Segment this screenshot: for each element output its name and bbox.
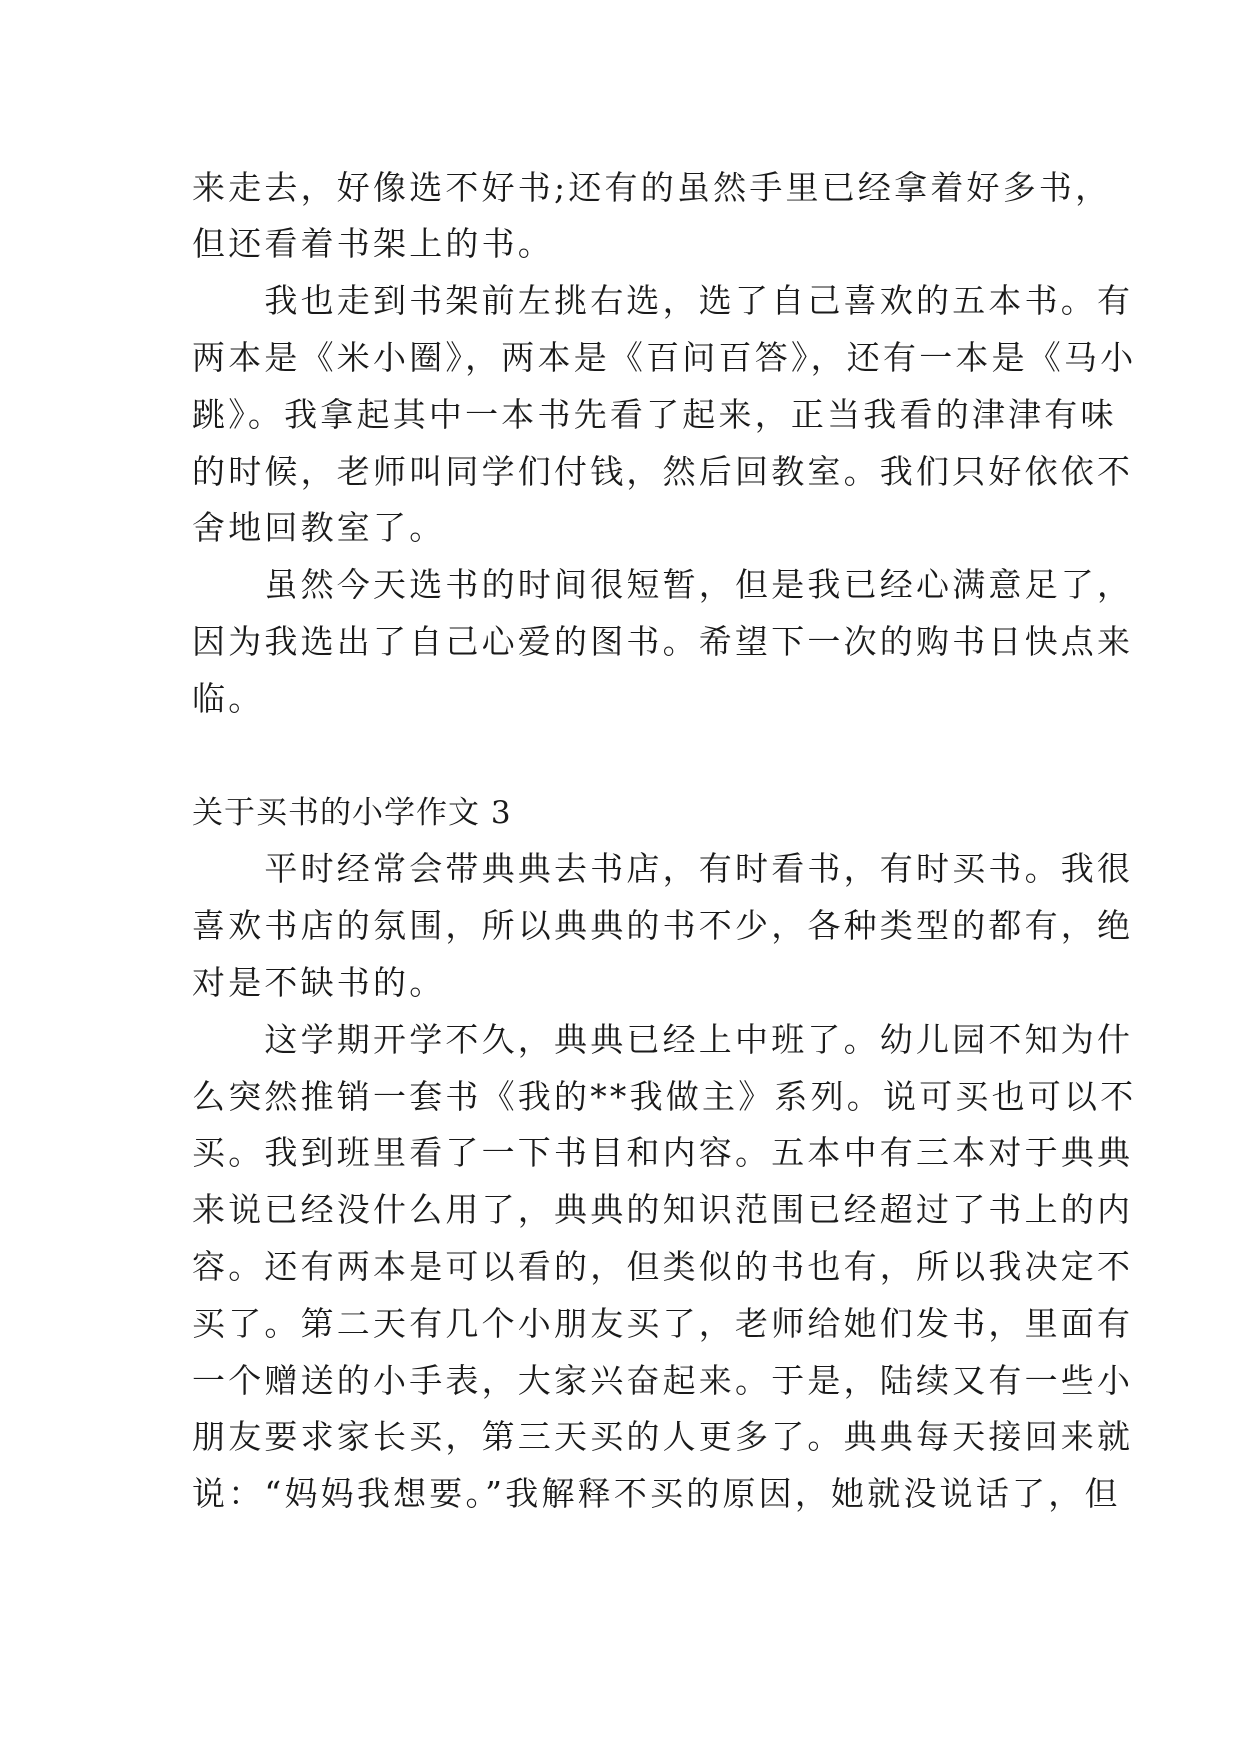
text-line: 来说已经没什么用了，典典的知识范围已经超过了书上的内 — [192, 1190, 1134, 1229]
text-line: 虽然今天选书的时间很短暂，但是我已经心满意足了， — [192, 565, 1134, 604]
text-line: 买。我到班里看了一下书目和内容。五本中有三本对于典典 — [192, 1133, 1134, 1172]
text-line: 一个赠送的小手表，大家兴奋起来。于是，陆续又有一些小 — [192, 1361, 1134, 1400]
section-title: 关于买书的小学作文 3 — [192, 795, 512, 831]
text-line: 平时经常会带典典去书店，有时看书，有时买书。我很 — [192, 849, 1134, 888]
text-line: 容。还有两本是可以看的，但类似的书也有，所以我决定不 — [192, 1247, 1134, 1286]
text-line: 喜欢书店的氛围，所以典典的书不少，各种类型的都有，绝 — [192, 906, 1134, 945]
text-line: 因为我选出了自己心爱的图书。希望下一次的购书日快点来 — [192, 622, 1134, 661]
text-line: 但还看着书架上的书。 — [192, 224, 554, 263]
text-line: 的时候，老师叫同学们付钱，然后回教室。我们只好依依不 — [192, 452, 1134, 491]
text-line: 来走去，好像选不好书;还有的虽然手里已经拿着好多书， — [192, 168, 1112, 207]
text-line: 么突然推销一套书《我的**我做主》系列。说可买也可以不 — [192, 1077, 1137, 1116]
text-line: 这学期开学不久，典典已经上中班了。幼儿园不知为什 — [192, 1020, 1134, 1059]
text-line: 两本是《米小圈》，两本是《百问百答》，还有一本是《马小 — [192, 338, 1137, 377]
text-line: 跳》。我拿起其中一本书先看了起来，正当我看的津津有味 — [192, 395, 1117, 434]
text-line: 对是不缺书的。 — [192, 963, 446, 1002]
text-line: 买了。第二天有几个小朋友买了，老师给她们发书，里面有 — [192, 1304, 1134, 1343]
text-line: 舍地回教室了。 — [192, 508, 446, 547]
text-line: 我也走到书架前左挑右选，选了自己喜欢的五本书。有 — [192, 281, 1134, 320]
text-line: 临。 — [192, 679, 265, 718]
text-line: 说：“妈妈我想要。”我解释不买的原因，她就没说话了，但 — [192, 1474, 1121, 1513]
text-line: 朋友要求家长买，第三天买的人更多了。典典每天接回来就 — [192, 1417, 1134, 1456]
